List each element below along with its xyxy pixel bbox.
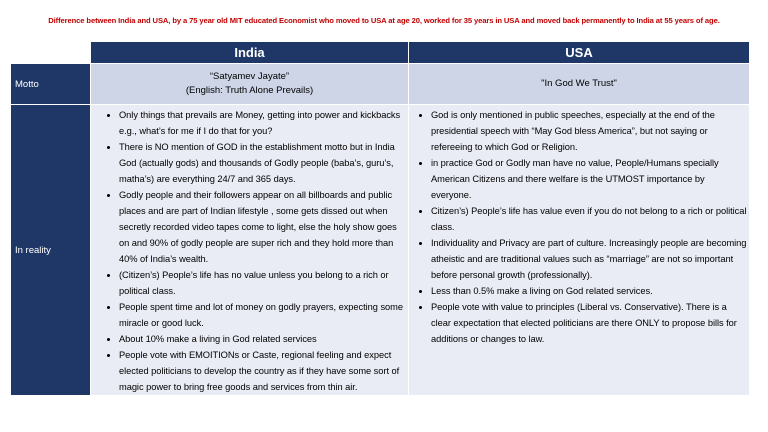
motto-usa-text: "In God We Trust" [541, 78, 617, 89]
reality-label: In reality [11, 105, 91, 396]
header-india: India [91, 42, 409, 64]
motto-label: Motto [11, 64, 91, 105]
header-usa: USA [409, 42, 750, 64]
india-reality-item: • People vote with EMOITIONs or Caste, regional feeling and expect elected politicians to develop the country as if they have some sort of magic power to bring free goods and services from thin air. [119, 347, 404, 395]
reality-usa-cell [409, 105, 750, 396]
usa-reality-item: • Less than 0.5% make a living on God related services. [431, 283, 747, 299]
comparison-table [10, 41, 750, 396]
india-reality-list [91, 105, 408, 395]
india-reality-item: • About 10% make a living in God related services [119, 331, 404, 347]
india-reality-item: • There is NO mention of GOD in the establishment motto but in India God (actually gods) and thousands of Godly people (baba’s, guru’s, matha’s) are everything 24/7 and 365 days. [119, 139, 404, 187]
reality-india-cell [91, 105, 409, 396]
usa-reality-item: • People vote with value to principles (Liberal vs. Conservative). There is a clear expectation that elected politicians are there ONLY to propose bills for additions or changes to law. [431, 299, 747, 347]
header-corner-cell [11, 42, 91, 64]
page-caption: Difference between India and USA, by a 75 year old MIT educated Economist who moved to USA at age 20, worked for 35 years in USA and moved back permanently to India at 55 years of age. [48, 16, 720, 25]
usa-reality-item: • Citizen’s) People’s life has value even if you do not belong to a rich or political class. [431, 203, 747, 235]
motto-usa-cell [409, 64, 750, 105]
motto-india-text: “Satyamev Jayate” [209, 71, 290, 82]
india-reality-item: • Only things that prevails are Money, getting into power and kickbacks e.g., what’s for me if I do that for you? [119, 107, 404, 139]
usa-reality-list [409, 105, 749, 347]
motto-row [11, 64, 750, 105]
motto-india-translation: (English: Truth Alone Prevails) [185, 85, 314, 96]
usa-reality-item: • Individuality and Privacy are part of culture. Increasingly people are becoming atheistic and are traditional values such as “marriage” are not so important before personal growth (professionally). [431, 235, 747, 283]
india-reality-item: • Godly people and their followers appear on all billboards and public places and are part of Indian lifestyle , some gets dissed out when secretly recorded video tapes come to light, else the holy show goes on and 90% of godly people are super rich and they hold more than 40% of India’s wealth. [119, 187, 404, 267]
reality-row [11, 105, 750, 396]
india-reality-item: • (Citizen’s) People’s life has no value unless you belong to a rich or political class. [119, 267, 404, 299]
header-row [11, 42, 750, 64]
usa-reality-item: • God is only mentioned in public speeches, especially at the end of the presidential speech with “May God bless America”, but not saying or refereeing to which God or Religion. [431, 107, 747, 155]
motto-india-cell [91, 64, 409, 105]
india-reality-item: • People spent time and lot of money on godly prayers, expecting some miracle or good luck. [119, 299, 404, 331]
usa-reality-item: • in practice God or Godly man have no value, People/Humans specially American Citizens and there welfare is the UTMOST importance by everyone. [431, 155, 747, 203]
